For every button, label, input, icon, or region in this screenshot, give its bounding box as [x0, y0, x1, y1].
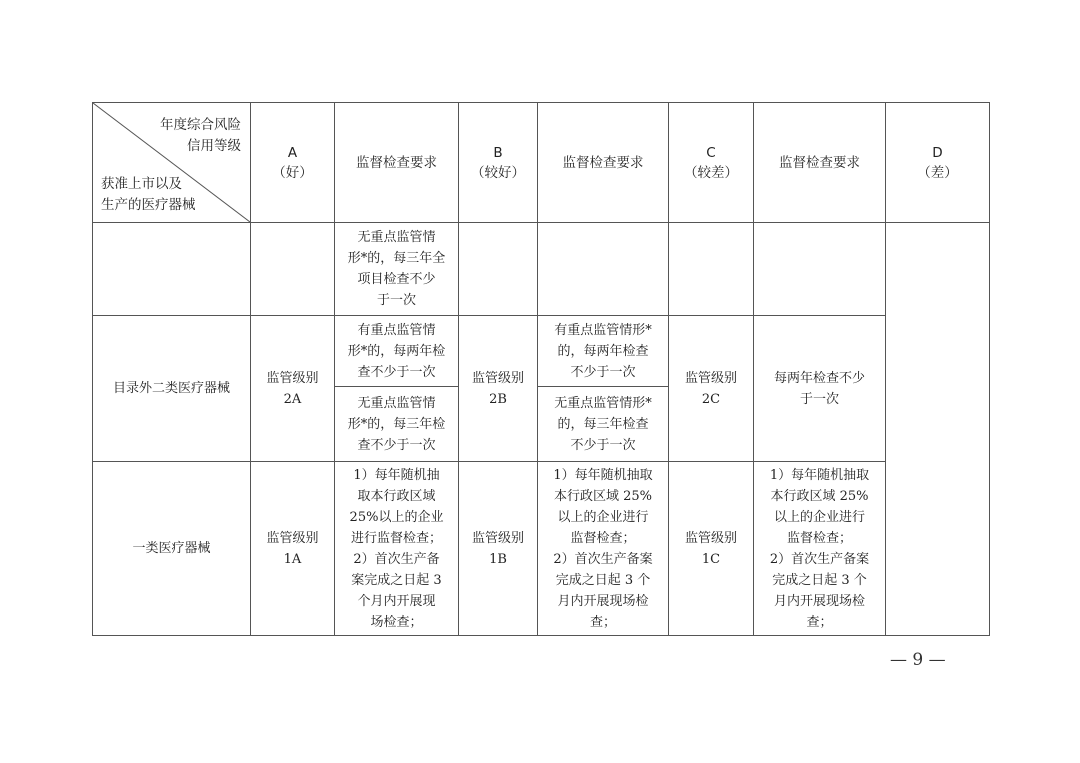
- col-d-merged-cell: [886, 223, 990, 636]
- cat2-a-requirement-key: 有重点监管情 形*的，每两年检 查不少于一次: [335, 316, 459, 387]
- cat2-b-requirement-nonkey: 无重点监管情形* 的，每三年检查 不少于一次: [538, 387, 669, 462]
- page-number: — 9 —: [890, 650, 946, 670]
- cat2-c-requirement: 每两年检查不少 于一次: [754, 316, 886, 462]
- risk-credit-level-label: [160, 115, 241, 157]
- cat2-b-requirement-key: 有重点监管情形* 的，每两年检查 不少于一次: [538, 316, 669, 387]
- cat1-a-requirement: 1）每年随机抽 取本行政区域 25%以上的企业 进行监督检查； 2）首次生产备 案完成之日起 3 个月内开展现 场检查；: [335, 462, 459, 636]
- col-header-b-requirement: 监督检查要求: [538, 103, 669, 223]
- cat1-a-level: 监管级别 1A: [251, 462, 335, 636]
- cat2-c-level: 监管级别 2C: [669, 316, 754, 462]
- empty-cell: [538, 223, 669, 316]
- diag-top-line1: 年度综合风险: [160, 117, 241, 133]
- empty-cell: [754, 223, 886, 316]
- cont-a-requirement: 无重点监管情 形*的，每三年全 项目检查不少 于一次: [335, 223, 459, 316]
- cat1-c-level: 监管级别 1C: [669, 462, 754, 636]
- cat2-b-level: 监管级别 2B: [459, 316, 538, 462]
- category2-label: 目录外二类医疗器械: [93, 316, 251, 462]
- table-row: [93, 462, 990, 636]
- col-header-a-requirement: 监督检查要求: [335, 103, 459, 223]
- cat1-b-level: 监管级别 1B: [459, 462, 538, 636]
- cat1-c-requirement: 1）每年随机抽取 本行政区域 25% 以上的企业进行 监督检查； 2）首次生产备案 完成之日起 3 个 月内开展现场检 查；: [754, 462, 886, 636]
- diag-bottom-line1: 获准上市以及: [101, 176, 182, 192]
- device-category-label: [101, 174, 196, 216]
- cat1-b-requirement: 1）每年随机抽取 本行政区域 25% 以上的企业进行 监督检查； 2）首次生产备案 完成之日起 3 个 月内开展现场检 查；: [538, 462, 669, 636]
- col-header-b: B （较好）: [459, 103, 538, 223]
- diag-bottom-line2: 生产的医疗器械: [101, 197, 196, 213]
- table-row: [93, 223, 990, 316]
- cat2-a-requirement-nonkey: 无重点监管情 形*的，每三年检 查不少于一次: [335, 387, 459, 462]
- category1-label: 一类医疗器械: [93, 462, 251, 636]
- col-header-c: C （较差）: [669, 103, 754, 223]
- col-header-d: D （差）: [886, 103, 990, 223]
- col-header-a: A （好）: [251, 103, 335, 223]
- empty-cell: [459, 223, 538, 316]
- col-header-c-requirement: 监督检查要求: [754, 103, 886, 223]
- diagonal-header-cell: [93, 103, 251, 223]
- cat2-a-level: 监管级别 2A: [251, 316, 335, 462]
- regulation-table: [92, 102, 990, 636]
- empty-cell: [93, 223, 251, 316]
- header-row: [93, 103, 990, 223]
- empty-cell: [669, 223, 754, 316]
- table-row: [93, 316, 990, 387]
- empty-cell: [251, 223, 335, 316]
- diag-top-line2: 信用等级: [187, 138, 241, 154]
